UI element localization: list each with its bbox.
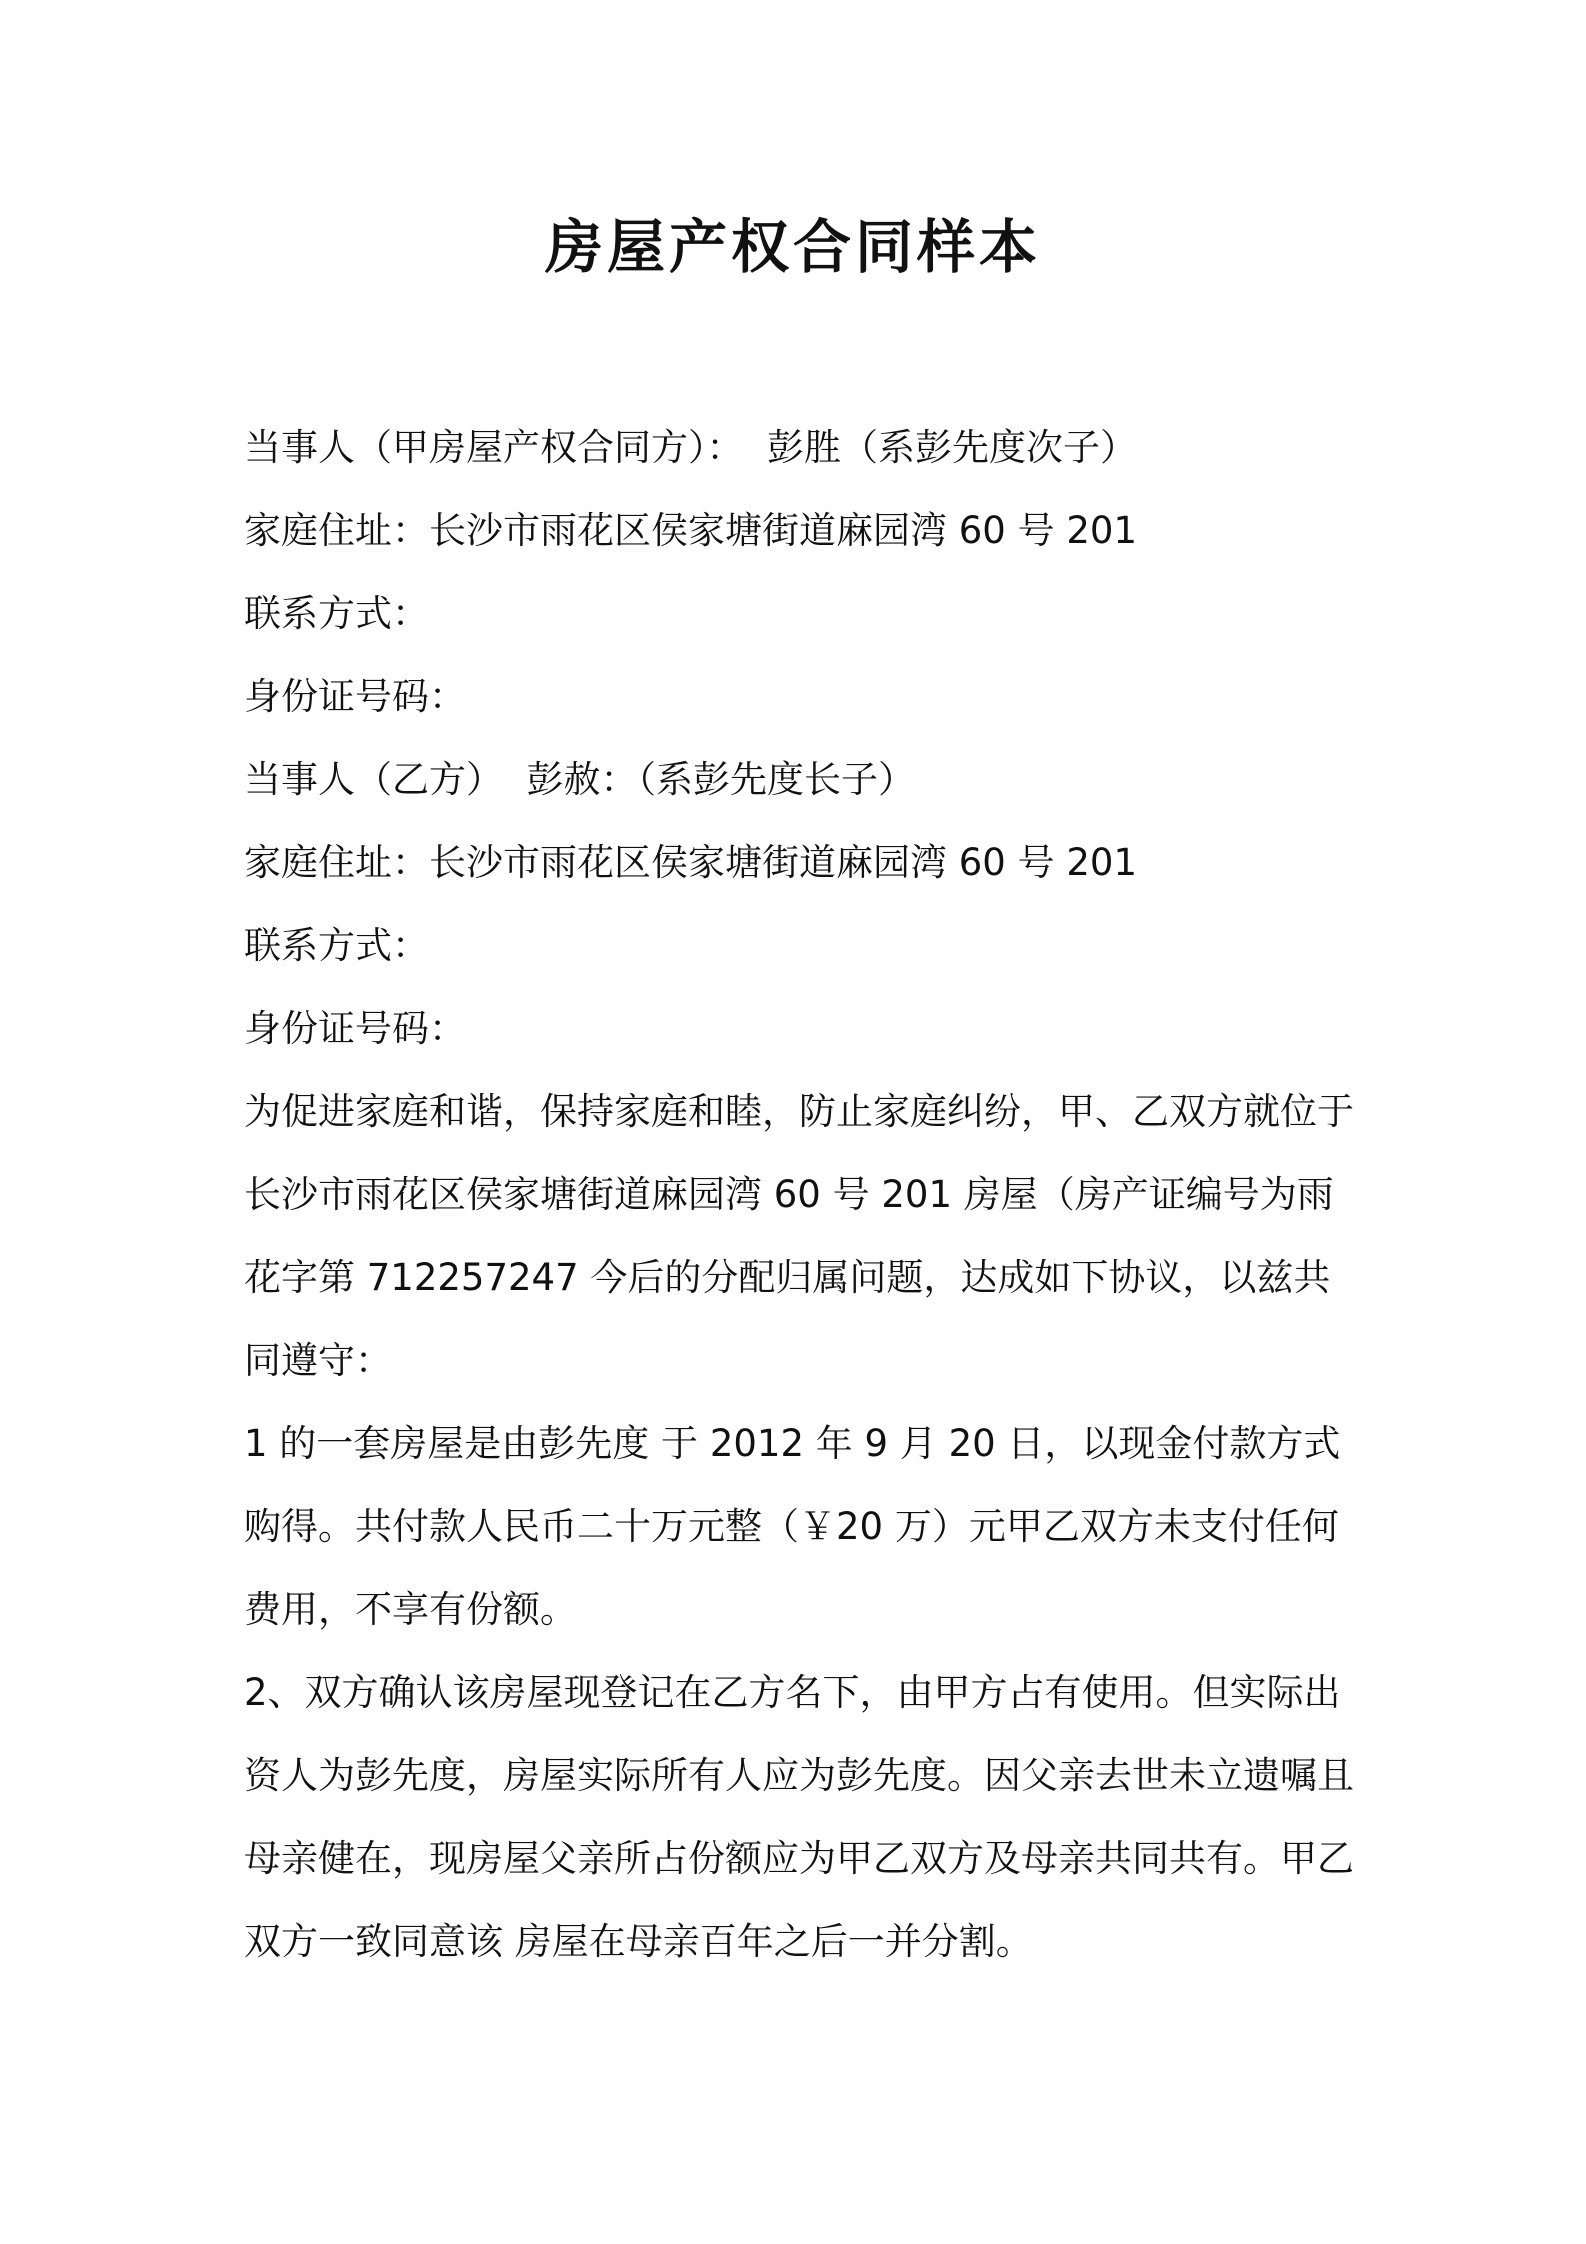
party-a-contact: 联系方式： xyxy=(244,592,429,635)
party-a-id: 身份证号码： xyxy=(244,675,466,718)
party-b-id: 身份证号码： xyxy=(244,1007,466,1050)
preamble-paragraph: 为促进家庭和谐，保持家庭和睦，防止家庭纠纷，甲、乙双方就位于长沙市雨花区侯家塘街道麻园湾 60 号 201 房屋（房产证编号为雨花字第 712257247 今后的分配归属问题，达成如下协议，以兹共同遵守： xyxy=(244,1090,1354,1382)
clause-2-paragraph: 2、双方确认该房屋现登记在乙方名下，由甲方占有使用。但实际出资人为彭先度，房屋实际所有人应为彭先度。因父亲去世未立遗嘱且母亲健在，现房屋父亲所占份额应为甲乙双方及母亲共同共有。甲乙双方一致同意该 房屋在母亲百年之后一并分割。 xyxy=(244,1671,1354,1963)
clause-1-paragraph: 1 的一套房屋是由彭先度 于 2012 年 9 月 20 日，以现金付款方式购得。共付款人民币二十万元整（￥20 万）元甲乙双方未支付任何费用，不享有份额。 xyxy=(244,1422,1341,1631)
party-a-name: 当事人（甲房屋产权合同方）： 彭胜（系彭先度次子） xyxy=(244,426,1138,469)
party-b-name: 当事人（乙方） 彭赦：（系彭先度长子） xyxy=(244,758,916,801)
document-body xyxy=(244,406,1364,1983)
party-a-address: 家庭住址：长沙市雨花区侯家塘街道麻园湾 60 号 201 xyxy=(244,509,1137,552)
document-title: 房屋产权合同样本 xyxy=(544,213,1041,281)
party-b-address: 家庭住址：长沙市雨花区侯家塘街道麻园湾 60 号 201 xyxy=(244,841,1137,884)
party-b-contact: 联系方式： xyxy=(244,924,429,967)
